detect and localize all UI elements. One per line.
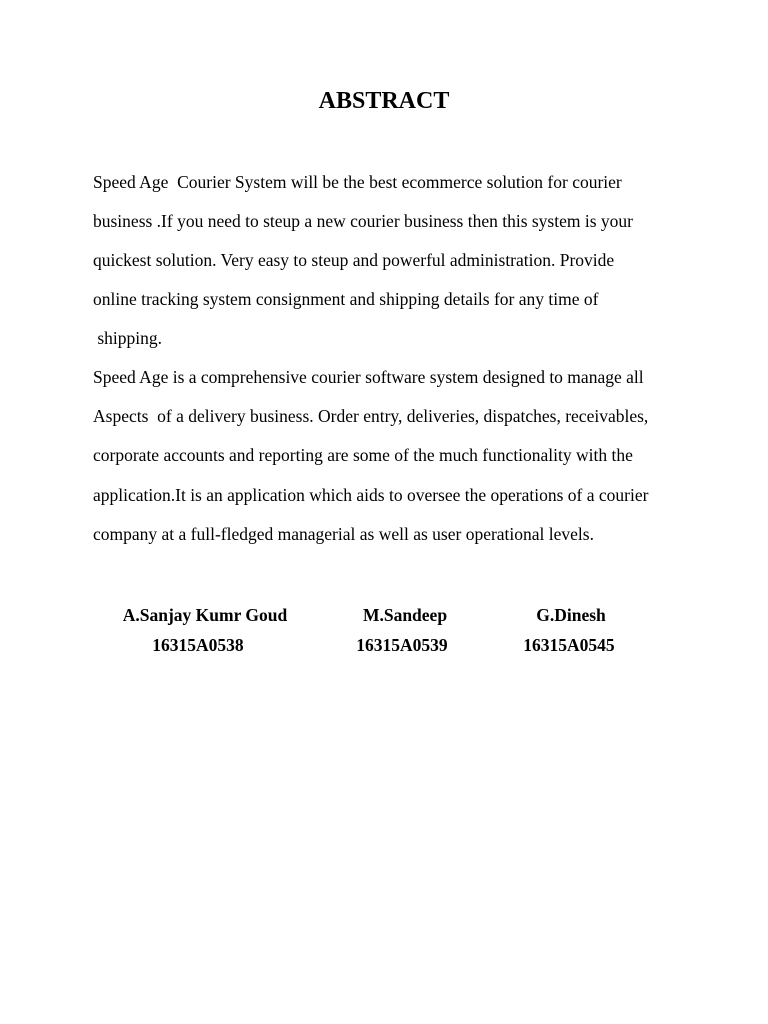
author-name: M.Sandeep: [362, 605, 448, 625]
page-title: ABSTRACT: [318, 88, 450, 114]
author-id: 16315A0538: [152, 635, 244, 655]
abstract-line: Speed Age Courier System will be the best ecommerce solution for courier: [93, 172, 622, 192]
author-id: 16315A0539: [356, 635, 448, 655]
abstract-line: Speed Age is a comprehensive courier software system designed to manage all: [93, 367, 644, 387]
abstract-line: shipping.: [93, 328, 163, 348]
abstract-line: business .If you need to steup a new courier business then this system is your: [93, 211, 633, 231]
abstract-line: corporate accounts and reporting are some of the much functionality with the: [93, 445, 633, 465]
abstract-line: online tracking system consignment and shipping details for any time of: [93, 289, 599, 309]
abstract-line: company at a full-fledged managerial as well as user operational levels.: [93, 524, 594, 544]
author-name: G.Dinesh: [536, 605, 606, 625]
abstract-line: quickest solution. Very easy to steup and powerful administration. Provide: [93, 250, 615, 270]
abstract-line: application.It is an application which aids to oversee the operations of a courier: [93, 485, 649, 505]
abstract-line: Aspects of a delivery business. Order entry, deliveries, dispatches, receivables,: [93, 406, 649, 426]
author-id: 16315A0545: [523, 635, 615, 655]
author-name: A.Sanjay Kumr Goud: [122, 605, 288, 625]
